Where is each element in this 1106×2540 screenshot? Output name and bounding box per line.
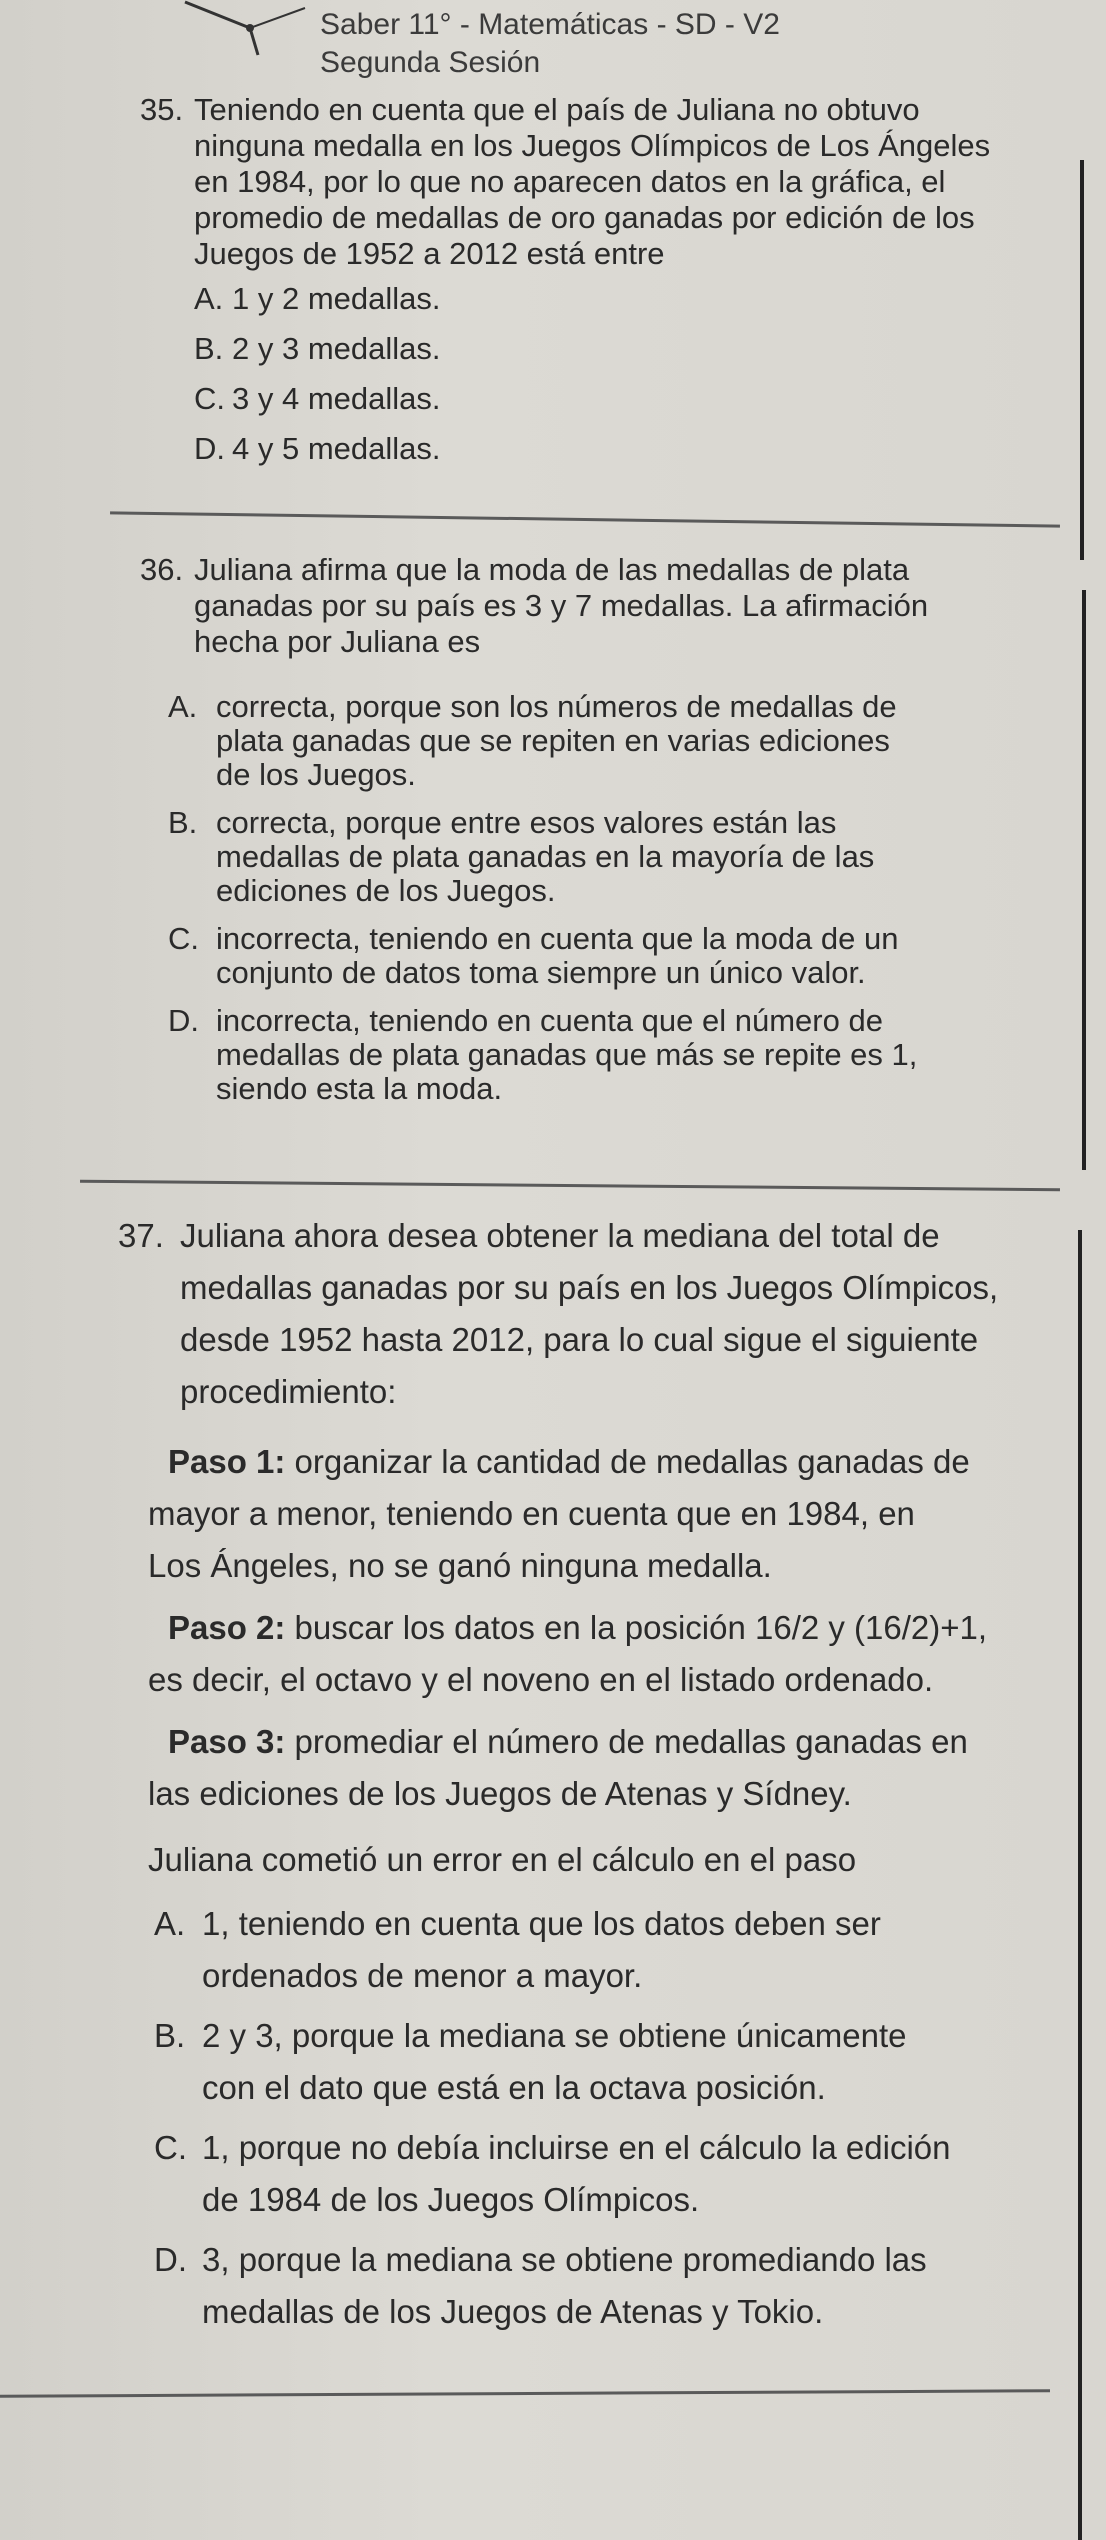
- section-divider: [80, 1180, 1060, 1192]
- option-d[interactable]: D. 4 y 5 medallas.: [194, 431, 441, 466]
- margin-rule-top: [1080, 160, 1084, 560]
- question-text-line: desde 1952 hasta 2012, para lo cual sigue el siguiente: [180, 1321, 979, 1358]
- question-number: 37.: [118, 1217, 164, 1254]
- step-2: Paso 2: buscar los datos en la posición 16/2 y (16/2)+1,: [168, 1609, 988, 1646]
- procedure-steps: Paso 1: organizar la cantidad de medallas ganadas de mayor a menor, teniendo en cuenta que en 1984, en Los Ángeles, no se ganó ninguna medalla. Paso 2: buscar los datos en la posición 16/2 y (16/2)+1, es decir, el octavo y el noveno en el listado ordenado. Paso 3: promediar el número de medallas ganadas en las ediciones de los Juegos de Atenas y Sídney. Juliana cometió un error en el cálculo en el paso: [118, 1436, 1063, 1886]
- header-subtitle: Segunda Sesión: [320, 46, 541, 79]
- section-divider: [110, 511, 1060, 527]
- question-text-line: Juliana ahora desea obtener la mediana del total de: [180, 1217, 940, 1254]
- question-text-line: ganadas por su país es 3 y 7 medallas. La afirmación: [194, 588, 929, 623]
- option-a[interactable]: A. 1 y 2 medallas.: [194, 281, 441, 316]
- option-b[interactable]: B. 2 y 3 medallas.: [194, 331, 441, 366]
- question-text-line: Teniendo en cuenta que el país de Juliana no obtuvo: [194, 92, 920, 127]
- question-number: 35.: [140, 92, 184, 127]
- question-37: [118, 1210, 1063, 2338]
- question-text-line: Juliana afirma que la moda de las medallas de plata: [194, 552, 910, 587]
- option-d[interactable]: D. incorrecta, teniendo en cuenta que el número de medallas de plata ganadas que más se repite es 1, siendo esta la moda.: [168, 1003, 918, 1106]
- question-36: [140, 552, 1065, 1106]
- section-divider: [0, 2389, 1050, 2397]
- option-c[interactable]: C. 1, porque no debía incluirse en el cálculo la edición de 1984 de los Juegos Olímpicos.: [154, 2129, 951, 2218]
- question-number: 36.: [140, 552, 184, 587]
- page-header: [320, 6, 780, 82]
- option-a[interactable]: A. correcta, porque son los números de medallas de plata ganadas que se repiten en varias ediciones de los Juegos.: [168, 689, 897, 792]
- conclusion-text: Juliana cometió un error en el cálculo en el paso: [148, 1841, 857, 1878]
- option-b[interactable]: B. 2 y 3, porque la mediana se obtiene únicamente con el dato que está en la octava posición.: [154, 2017, 907, 2106]
- question-text-line: en 1984, por lo que no aparecen datos en la gráfica, el: [194, 164, 946, 199]
- question-text-line: promedio de medallas de oro ganadas por edición de los: [194, 200, 975, 235]
- option-a[interactable]: A. 1, teniendo en cuenta que los datos deben ser ordenados de menor a mayor.: [154, 1905, 881, 1994]
- step-1: Paso 1: organizar la cantidad de medallas ganadas de: [168, 1443, 970, 1480]
- option-c[interactable]: C. 3 y 4 medallas.: [194, 381, 441, 416]
- header-title: Saber 11° - Matemáticas - SD - V2: [320, 8, 780, 41]
- question-35: [140, 92, 1065, 466]
- question-text-line: procedimiento:: [180, 1373, 397, 1410]
- margin-rule-bottom: [1078, 1230, 1082, 2540]
- answer-options: [140, 690, 1065, 1106]
- question-text-line: Juegos de 1952 a 2012 está entre: [194, 236, 665, 271]
- question-text-line: ninguna medalla en los Juegos Olímpicos de Los Ángeles: [194, 128, 991, 163]
- answer-options: [140, 282, 1065, 466]
- compass-icon: [180, 0, 310, 60]
- margin-rule-mid: [1082, 590, 1086, 1170]
- answer-options: [118, 1898, 1063, 2338]
- question-text-line: hecha por Juliana es: [194, 624, 481, 659]
- option-b[interactable]: B. correcta, porque entre esos valores están las medallas de plata ganadas en la mayoría de las ediciones de los Juegos.: [168, 805, 875, 908]
- option-d[interactable]: D. 3, porque la mediana se obtiene promediando las medallas de los Juegos de Atenas y Tokio.: [154, 2241, 927, 2330]
- step-3: Paso 3: promediar el número de medallas ganadas en: [168, 1723, 968, 1760]
- option-c[interactable]: C. incorrecta, teniendo en cuenta que la moda de un conjunto de datos toma siempre un único valor.: [168, 921, 899, 990]
- question-text-line: medallas ganadas por su país en los Juegos Olímpicos,: [180, 1269, 999, 1306]
